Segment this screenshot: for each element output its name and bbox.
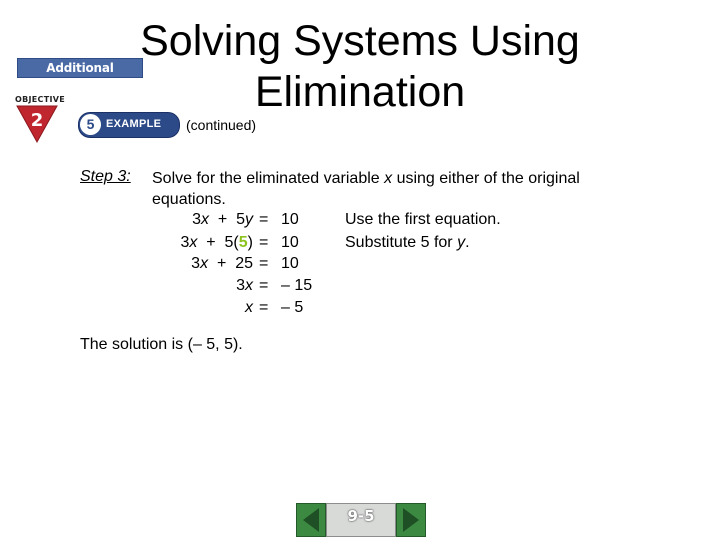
solution-text: The solution is (– 5, 5). <box>80 336 243 353</box>
arrow-left-icon <box>297 504 325 536</box>
equation-lhs: 3x <box>236 277 253 294</box>
equation-rhs: 10 <box>281 234 299 251</box>
equation-note: Use the first equation. <box>345 211 501 228</box>
title-line-1: Solving Systems Using <box>140 17 580 65</box>
step-text <box>152 168 672 210</box>
equals-sign: = <box>259 234 269 251</box>
equals-sign: = <box>259 299 269 316</box>
equation-row <box>0 209 720 230</box>
objective-label: OBJECTIVE <box>15 95 66 104</box>
step-text-line-1: Solve for the eliminated variable x using either of the original <box>152 170 580 187</box>
example-label: EXAMPLE <box>106 118 162 130</box>
lesson-number-label: 9-5 <box>326 503 396 537</box>
equation-row <box>0 297 720 318</box>
substituted-value: 5 <box>238 234 248 251</box>
page-title <box>100 16 620 118</box>
equation-note: Substitute 5 for y. <box>345 234 470 251</box>
previous-button[interactable] <box>296 503 326 537</box>
objective-number: 2 <box>30 110 44 131</box>
equation-rhs: 10 <box>281 255 299 272</box>
equation-lhs: x <box>245 299 253 316</box>
equation-row <box>0 253 720 274</box>
equation-rhs: 10 <box>281 211 299 228</box>
objective-shield-icon <box>14 104 60 144</box>
next-button[interactable] <box>396 503 426 537</box>
additional-examples-badge: Additional Examples <box>17 58 143 78</box>
equation-rhs: – 15 <box>281 277 313 294</box>
equation-lhs: 3x + 25 <box>191 255 253 272</box>
equals-sign: = <box>259 255 269 272</box>
continued-label: (continued) <box>186 117 257 133</box>
lesson-navigation <box>296 503 426 537</box>
equation-row <box>0 275 720 296</box>
equation-row <box>0 232 720 253</box>
objective-badge <box>14 95 64 145</box>
equation-lhs: 3x + 5(5) <box>180 234 253 251</box>
equals-sign: = <box>259 277 269 294</box>
example-number: 5 <box>80 114 101 135</box>
equation-rhs: – 5 <box>281 299 304 316</box>
step-label: Step 3: <box>80 168 131 185</box>
equation-lhs: 3x + 5y <box>192 211 253 228</box>
equals-sign: = <box>259 211 269 228</box>
arrow-right-icon <box>397 504 425 536</box>
title-line-2: Elimination <box>254 68 466 116</box>
step-text-line-2: equations. <box>152 191 226 208</box>
